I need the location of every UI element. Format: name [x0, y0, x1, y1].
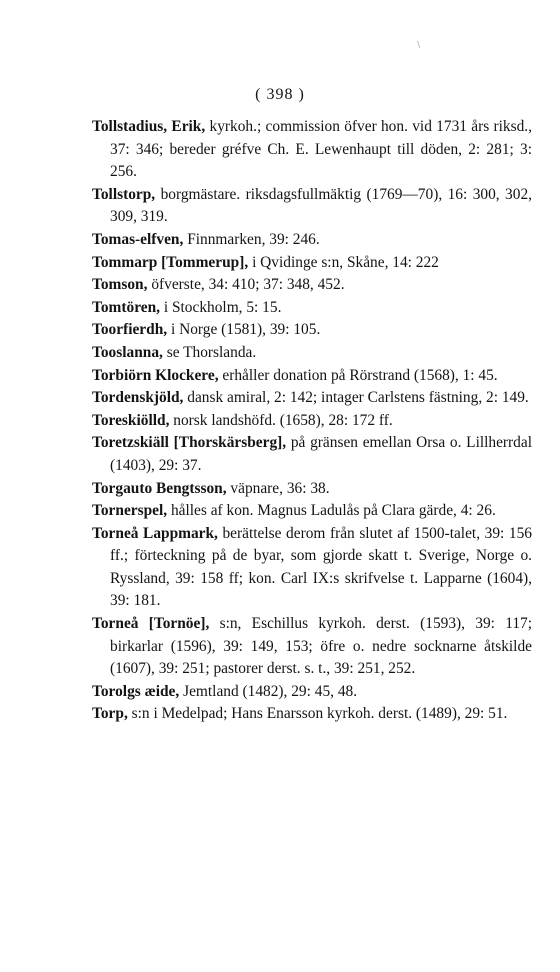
entry-heading: Tooslanna,	[92, 343, 163, 361]
entry-text: s:n i Medelpad; Hans Enarsson kyrkoh. derst. (1489), 29: 51.	[131, 705, 508, 723]
index-entry	[92, 365, 532, 388]
entry-heading: Toretzskiäll [Thorskärsberg],	[92, 434, 287, 452]
index-entries	[92, 116, 532, 726]
entry-text: norsk landshöfd. (1658), 28: 172 ff.	[173, 411, 393, 429]
index-entry	[92, 116, 532, 184]
entry-heading: Torneå [Tornöe],	[92, 615, 210, 633]
index-entry	[92, 432, 532, 477]
entry-heading: Torp,	[92, 705, 128, 723]
index-entry	[92, 703, 532, 726]
index-entry	[92, 410, 532, 433]
entry-heading: Torgauto Bengtsson,	[92, 479, 227, 497]
entry-text: öfverste, 34: 410; 37: 348, 452.	[151, 276, 345, 294]
index-entry	[92, 523, 532, 613]
entry-heading: Tordenskjöld,	[92, 389, 184, 407]
entry-text: i Qvidinge s:n, Skåne, 14: 222	[252, 253, 439, 271]
entry-text: kyrkoh.; commission öfver hon. vid 1731 års riksd., 37: 346; bereder gréfve Ch. E. Lewenhaupt till döden, 2: 281; 3: 256.	[110, 118, 532, 181]
index-entry	[92, 297, 532, 320]
index-entry	[92, 681, 532, 704]
entry-heading: Tornerspel,	[92, 502, 168, 520]
entry-heading: Torneå Lappmark,	[92, 524, 218, 542]
index-entry	[92, 229, 532, 252]
entry-text: erhåller donation på Rörstrand (1568), 1: 45.	[222, 366, 498, 384]
entry-heading: Torbiörn Klockere,	[92, 366, 219, 384]
entry-text: hålles af kon. Magnus Ladulås på Clara gärde, 4: 26.	[170, 502, 496, 520]
page-number: ( 398 )	[255, 86, 305, 103]
entry-text: i Stockholm, 5: 15.	[163, 298, 282, 316]
index-entry	[92, 252, 532, 275]
index-entry	[92, 342, 532, 365]
page-mark: \	[417, 40, 420, 51]
entry-text: väpnare, 36: 38.	[230, 479, 330, 497]
entry-text: s:n, Eschillus kyrkoh. derst. (1593), 39: 117; birkarlar (1596), 39: 149, 153; öfre o. nedre socknarne åtskilde (1607), 39: 251; pastorer derst. s. t., 39: 251, 252.	[110, 615, 533, 678]
index-entry	[92, 184, 532, 229]
entry-text: berättelse derom från slutet af 1500-talet, 39: 156 ff.; förteckning på de byar, som gjorde skatt t. Sverige, Norge o. Ryssland, 39: 158 ff; kon. Carl IX:s skrifvelse t. Lapparne (1604), 39: 181.	[110, 524, 532, 610]
entry-text: på gränsen emellan Orsa o. Lillherrdal (1403), 29: 37.	[110, 434, 532, 474]
entry-heading: Tommarp [Tommerup],	[92, 253, 249, 271]
entry-text: Finnmarken, 39: 246.	[187, 230, 320, 248]
entry-heading: Toorfierdh,	[92, 321, 168, 339]
index-entry	[92, 478, 532, 501]
index-entry	[92, 319, 532, 342]
entry-text: Jemtland (1482), 29: 45, 48.	[183, 682, 358, 700]
index-entry	[92, 613, 532, 681]
entry-heading: Tollstadius, Erik,	[92, 118, 206, 135]
entry-heading: Torolgs æide,	[92, 682, 180, 700]
entry-text: dansk amiral, 2: 142; intager Carlstens fästning, 2: 149.	[187, 389, 529, 407]
entry-heading: Tomas-elfven,	[92, 230, 184, 248]
entry-heading: Toreskiölld,	[92, 411, 170, 429]
entry-text: se Thorslanda.	[166, 343, 257, 361]
entry-text: i Norge (1581), 39: 105.	[170, 321, 321, 339]
entry-heading: Tomson,	[92, 276, 148, 294]
entry-heading: Tomtören,	[92, 298, 160, 316]
index-entry	[92, 500, 532, 523]
index-entry	[92, 387, 532, 410]
index-entry	[92, 274, 532, 297]
entry-heading: Tollstorp,	[92, 185, 156, 203]
entry-text: borgmästare. riksdagsfullmäktig (1769—70), 16: 300, 302, 309, 319.	[110, 185, 532, 226]
